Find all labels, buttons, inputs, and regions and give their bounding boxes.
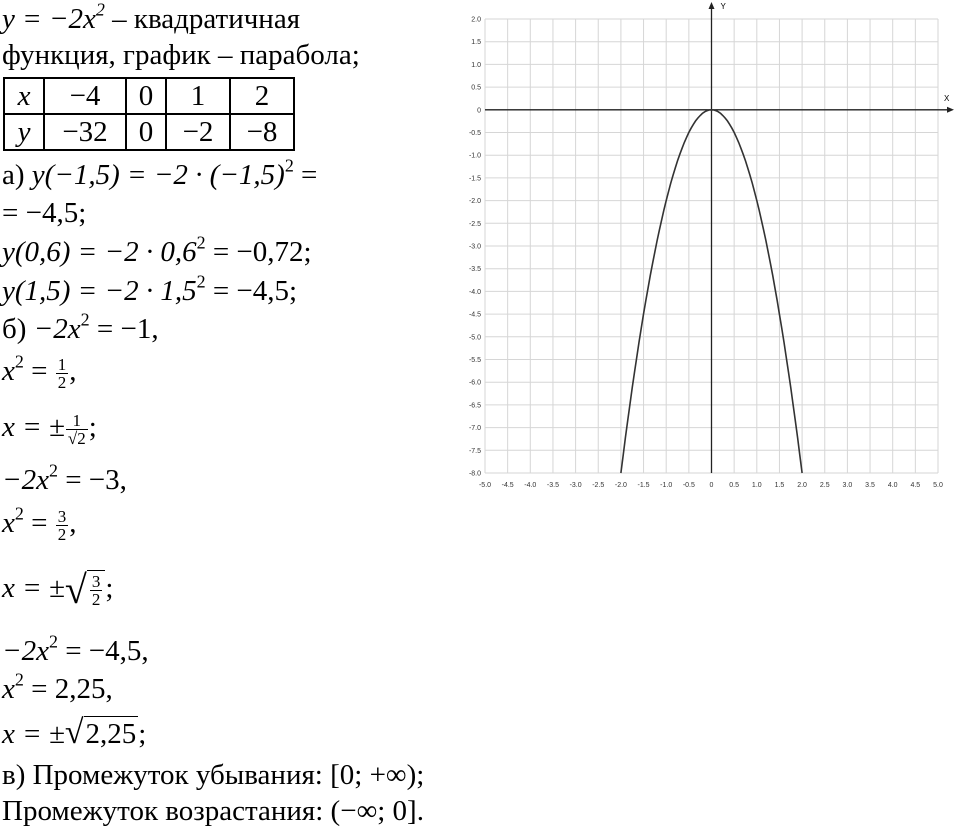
y-tick-label: -7.0: [468, 425, 481, 433]
line-b-9: x = ±√2,25;: [2, 714, 147, 751]
x-tick-label: 5.0: [933, 482, 943, 489]
line-b-8: $x^2 = 2,25$,: [2, 669, 113, 705]
x-tick-label: -3.5: [546, 482, 559, 489]
y-tick-label: 0.5: [471, 84, 481, 92]
line-b-2: $x^2$ = $\frac{1}{2}$ ,: [2, 351, 77, 392]
x-tick-label: 4.0: [887, 482, 898, 489]
y-tick-label: -3.0: [468, 243, 481, 251]
y-axis-arrow: [709, 2, 715, 9]
line-b-7: $-2x^2 = -4,5$,: [2, 631, 149, 667]
line-b-4: $-2x^2 = -3$,: [2, 460, 127, 496]
table-cell: 1: [166, 78, 230, 114]
x-axis-arrow: [947, 107, 954, 113]
y-tick-label: 1.5: [471, 39, 481, 47]
line-graph-type: функция, график – парабола;: [2, 39, 360, 71]
table-cell: y: [4, 114, 44, 150]
y-tick-label: 1.0: [471, 61, 481, 69]
line-b-6: x = ±√ $\frac{3}{2}$ ;: [2, 567, 114, 612]
line-a-3: $y(0,6) = -2 \cdot 0,6^2 = -0,72$;: [2, 232, 312, 268]
x-tick-label: 3.5: [865, 482, 875, 489]
line-b-1: $б) -2x^2 = -1$,: [2, 309, 159, 345]
y-tick-label: -2.0: [468, 198, 481, 206]
x-tick-label: -4.0: [524, 482, 537, 489]
y-tick-label: -7.5: [468, 447, 481, 455]
y-tick-label: -1.0: [468, 152, 481, 160]
y-axis-label: Y: [720, 2, 726, 11]
x-tick-label: -1.5: [637, 482, 650, 489]
x-tick-label: -3.0: [569, 482, 582, 489]
x-tick-label: -2.5: [592, 482, 605, 489]
line-v-2: Промежуток возрастания: (−∞; 0].: [2, 795, 424, 827]
x-tick-label: 1.0: [751, 482, 762, 489]
line-a-2: = −4,5;: [2, 197, 87, 229]
y-tick-label: -6.5: [468, 402, 481, 410]
line-a-4: $y(1,5) = -2 \cdot 1,5^2 = -4,5$;: [2, 271, 298, 307]
function-type-text: – квадратичная: [104, 3, 301, 35]
table-cell: 2: [230, 78, 294, 114]
x-tick-label: 0.5: [729, 482, 740, 489]
x-tick-label: 3.0: [842, 482, 853, 489]
table-cell: −8: [230, 114, 294, 150]
y-tick-label: -6.0: [468, 379, 481, 387]
y-tick-label: -5.0: [468, 334, 481, 342]
line-b-3: x = ± $\frac{1}{√2}$ ;: [2, 410, 97, 448]
x-tick-label: -5.0: [478, 482, 492, 489]
x-tick-label: 2.0: [797, 482, 807, 489]
y-tick-label: -3.5: [468, 266, 481, 274]
fraction-three-halves: $\frac{3}{2}$: [57, 506, 67, 544]
y-tick-label: -0.5: [468, 130, 481, 137]
x-tick-label: -1.0: [660, 482, 673, 489]
line-b-5: $x^2$ = $\frac{3}{2}$ ,: [2, 503, 77, 544]
table-row-y: [4, 114, 294, 150]
table-cell: −32: [44, 114, 126, 150]
y-tick-label: -5.5: [468, 357, 481, 364]
y-tick-label: -1.5: [468, 175, 481, 183]
y-tick-label: 0: [477, 107, 481, 115]
line-v-1: в) Промежуток убывания: [0; +∞);: [2, 759, 425, 791]
values-table: [3, 77, 295, 151]
table-cell: 0: [126, 78, 166, 114]
x-tick-label: -4.5: [501, 482, 514, 489]
table-cell: x: [4, 78, 44, 114]
function-formula: $y = -2x^2$: [2, 0, 105, 35]
axes: [485, 2, 954, 473]
fraction-one-over-root-two: $\frac{1}{√2}$: [67, 410, 86, 448]
table-row-x: [4, 78, 294, 114]
x-axis-label: X: [944, 93, 950, 103]
fraction-root-three-halves: $\frac{3}{2}$: [91, 571, 101, 609]
table-cell: −4: [44, 78, 126, 114]
fraction-one-half: $\frac{1}{2}$: [57, 354, 67, 392]
x-tick-label: 0: [709, 482, 714, 489]
x-tick-label: -0.5: [682, 482, 695, 489]
y-tick-label: -4.0: [468, 288, 481, 296]
y-tick-label: -4.5: [468, 311, 481, 319]
x-tick-label: 1.5: [774, 482, 785, 489]
x-tick-label: 2.5: [819, 482, 830, 489]
parabola-graph: [455, 0, 960, 495]
y-tick-label: -8.0: [468, 470, 481, 478]
x-tick-label: -2.0: [614, 482, 627, 489]
y-tick-label: 2.0: [471, 16, 481, 24]
line-a-1: а) $y(-1,5) = -2 \cdot (-1,5)^2$ =: [2, 155, 318, 191]
x-tick-label: 4.5: [910, 482, 921, 489]
line-function-definition: [2, 2, 300, 36]
table-cell: 0: [126, 114, 166, 150]
y-tick-label: -2.5: [468, 220, 481, 228]
table-cell: −2: [166, 114, 230, 150]
